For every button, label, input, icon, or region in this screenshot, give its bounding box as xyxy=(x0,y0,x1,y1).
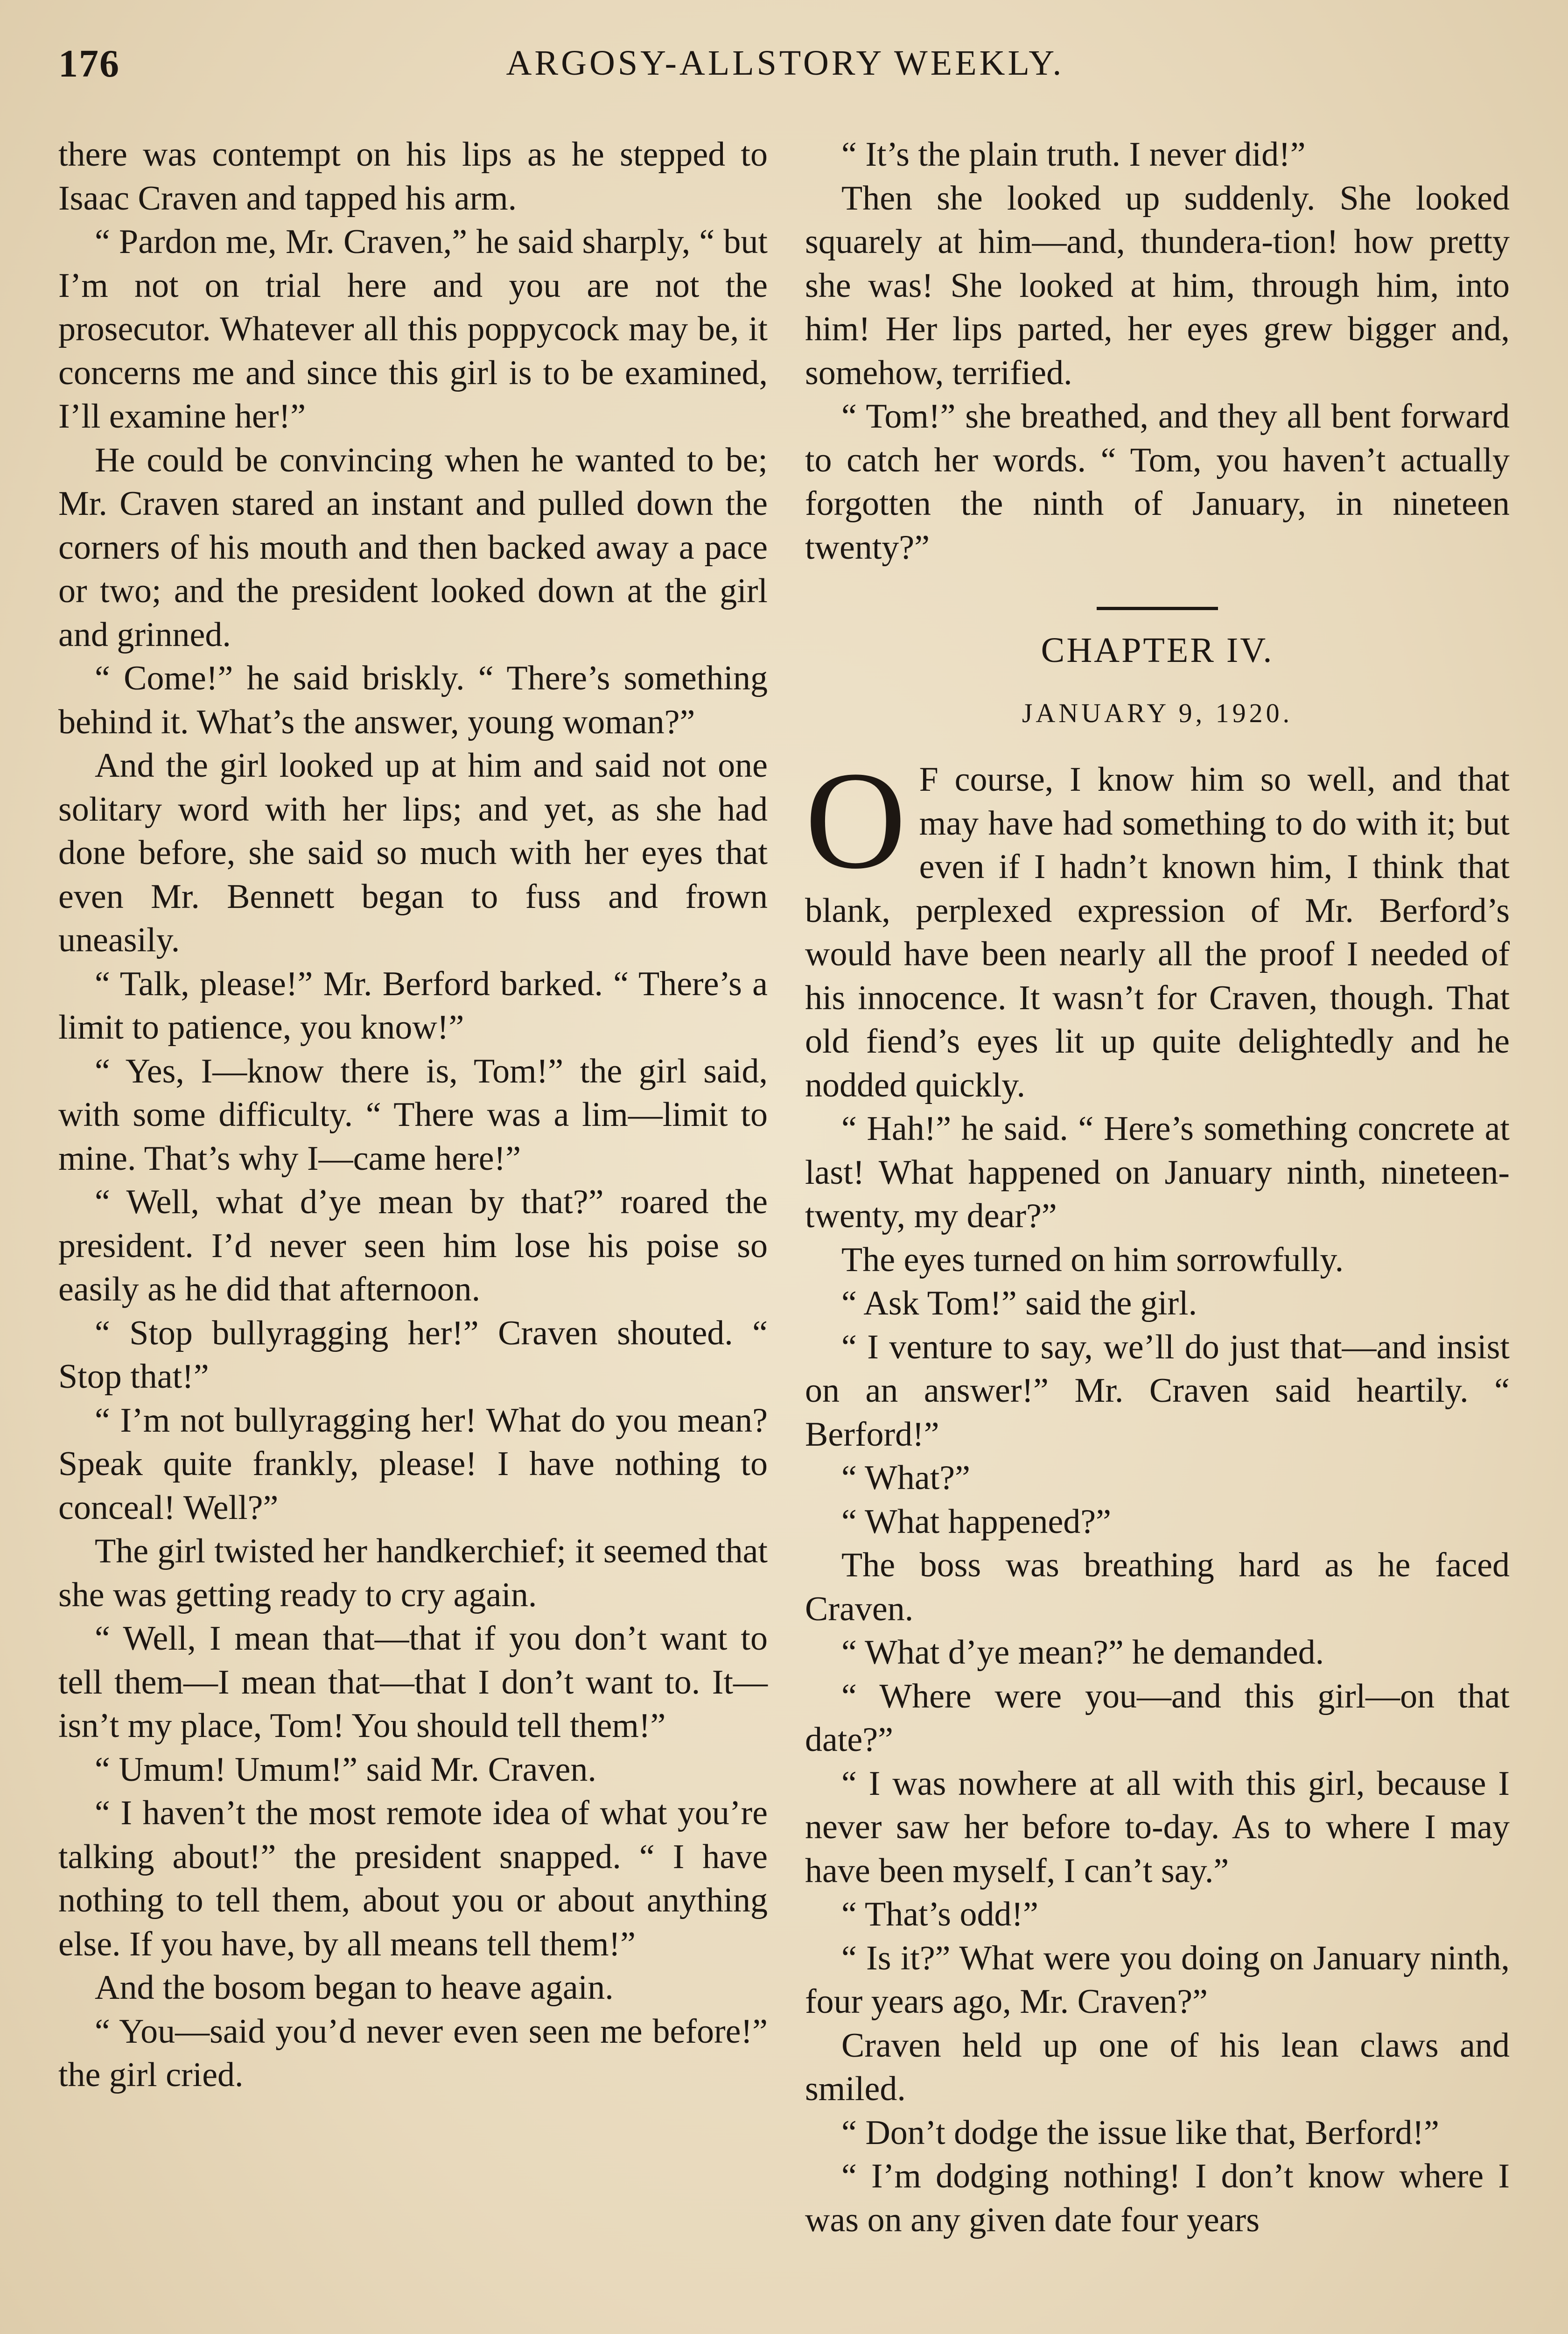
paragraph: “ Is it?” What were you doing on January ninth, four years ago, Mr. Craven?” xyxy=(805,1939,1510,2021)
paragraph: “ It’s the plain truth. I never did!” xyxy=(841,135,1306,174)
page-header xyxy=(58,41,1512,97)
paragraph: “ Umum! Umum!” said Mr. Craven. xyxy=(95,1750,596,1789)
paragraph: “ What d’ye mean?” he demanded. xyxy=(841,1633,1324,1672)
paragraph: “ You—said you’d never even seen me before!” the girl cried. xyxy=(58,2012,768,2094)
chapter-opening-paragraph xyxy=(805,743,1510,1107)
paragraph: “ Pardon me, Mr. Craven,” he said sharply, “ but I’m not on trial here and you are not the prosecutor. Whatever all this poppycock may be, it concerns me and since this girl is to be examined, I’ll examine her!” xyxy=(58,223,768,436)
opening-text: F course, I know him so well, and that may have had something to do with it; but even if I hadn’t known him, I think that blank, perplexed expression of Mr. Berford’s would have been nearly all the proof I needed of his innocence. It wasn’t for Craven, though. That old fiend’s eyes lit up quite delightedly and he nodded quickly. xyxy=(805,760,1510,1104)
paragraph: “ I venture to say, we’ll do just that—and insist on an answer!” Mr. Craven said heartily. “ Berford!” xyxy=(805,1328,1510,1454)
paragraph: Then she looked up suddenly. She looked squarely at him—and, thundera-tion! how pretty she was! She looked at him, through him, into him! Her lips parted, her eyes grew bigger and, somehow, terrified. xyxy=(805,179,1510,392)
paragraph: “ Ask Tom!” said the girl. xyxy=(841,1284,1197,1322)
paragraph: “ Talk, please!” Mr. Berford barked. “ There’s a limit to patience, you know!” xyxy=(58,964,768,1047)
paragraph: “ That’s odd!” xyxy=(841,1895,1038,1933)
paragraph: “ Don’t dodge the issue like that, Berford!” xyxy=(841,2113,1439,2152)
paragraph: And the girl looked up at him and said not one solitary word with her lips; and yet, as she had done before, she said so much with her eyes that even Mr. Bennett began to fuss and frown uneasily. xyxy=(58,746,768,959)
paragraph: He could be convincing when he wanted to be; Mr. Craven stared an instant and pulled down the corners of his mouth and then backed away a pace or two; and the president looked down at the girl and grinned. xyxy=(58,441,768,654)
paragraph: The girl twisted her handkerchief; it seemed that she was getting ready to cry again. xyxy=(58,1532,768,1614)
paragraph: Craven held up one of his lean claws and smiled. xyxy=(805,2026,1510,2108)
section-divider xyxy=(1097,607,1218,610)
paragraph: “ Well, I mean that—that if you don’t want to tell them—I mean that—that I don’t want to. It—isn’t my place, Tom! You should tell them!” xyxy=(58,1619,768,1745)
chapter-date: JANUARY 9, 1920. xyxy=(1022,697,1293,728)
paragraph: there was contempt on his lips as he stepped to Isaac Craven and tapped his arm. xyxy=(58,135,768,218)
paragraph: “ I was nowhere at all with this girl, because I never saw her before to-day. As to where I may have been myself, I can’t say.” xyxy=(805,1764,1510,1890)
paragraph: “ I haven’t the most remote idea of what you’re talking about!” the president snapped. “ I have nothing to tell them, about you or about anything else. If you have, by all means tell them!” xyxy=(58,1794,768,1963)
chapter-title: CHAPTER IV. xyxy=(1041,631,1274,670)
paragraph: “ Come!” he said briskly. “ There’s something behind it. What’s the answer, young woman?” xyxy=(58,659,768,741)
paragraph: The eyes turned on him sorrowfully. xyxy=(841,1240,1344,1279)
paragraph: “ Where were you—and this girl—on that date?” xyxy=(805,1677,1510,1759)
right-column xyxy=(805,133,1510,2242)
paragraph: “ I’m not bullyragging her! What do you mean? Speak quite frankly, please! I have nothing to conceal! Well?” xyxy=(58,1401,768,1527)
page-number: 176 xyxy=(58,42,120,85)
left-column xyxy=(58,133,768,2097)
paragraph: “ Stop bullyragging her!” Craven shouted. “ Stop that!” xyxy=(58,1314,768,1396)
paragraph: “ What happened?” xyxy=(841,1502,1111,1541)
paragraph: “ Well, what d’ye mean by that?” roared the president. I’d never seen him lose his poise so easily as he did that afternoon. xyxy=(58,1183,768,1308)
running-title: ARGOSY-ALLSTORY WEEKLY. xyxy=(506,43,1064,83)
paragraph: “ Tom!” she breathed, and they all bent forward to catch her words. “ Tom, you haven’t actually forgotten the ninth of January, in nineteen twenty?” xyxy=(805,397,1510,567)
paragraph: The boss was breathing hard as he faced Craven. xyxy=(805,1546,1510,1628)
paragraph: “ What?” xyxy=(841,1459,970,1497)
paragraph: And the bosom began to heave again. xyxy=(95,1968,614,2007)
paragraph: “ Yes, I—know there is, Tom!” the girl said, with some difficulty. “ There was a lim—limit to mine. That’s why I—came here!” xyxy=(58,1052,768,1178)
paragraph: “ Hah!” he said. “ Here’s something concrete at last! What happened on January ninth, nineteen-twenty, my dear?” xyxy=(805,1110,1510,1235)
drop-cap: O xyxy=(805,743,906,898)
paragraph: “ I’m dodging nothing! I don’t know where I was on any given date four years xyxy=(805,2157,1510,2239)
